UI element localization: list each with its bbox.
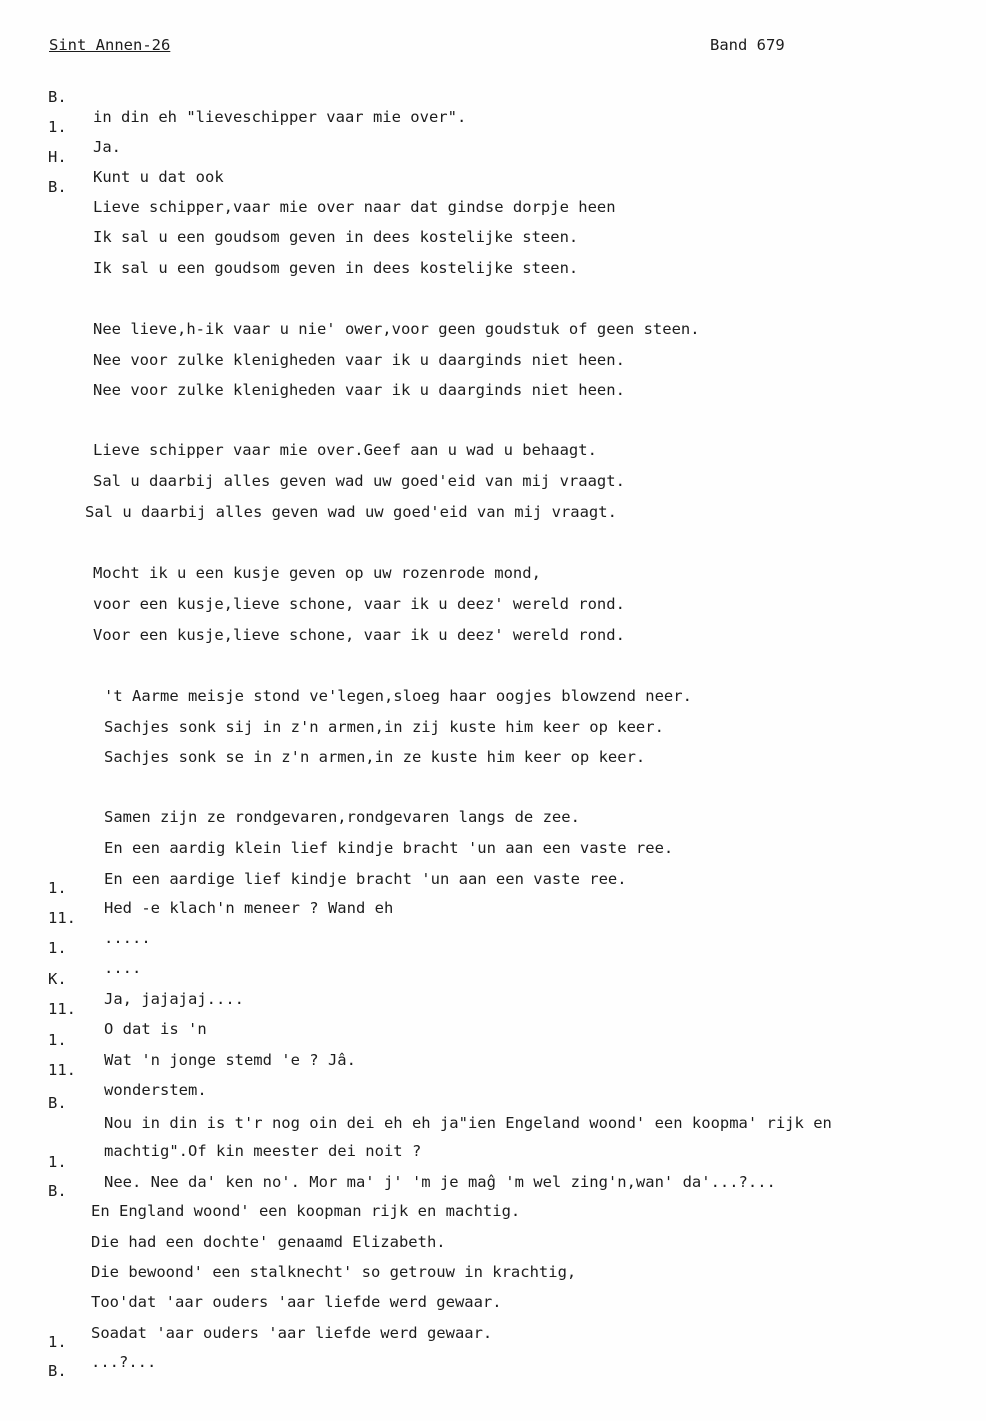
line-text: Lieve schipper vaar mie over.Geef aan u wad u behaagt. — [93, 441, 597, 459]
line-text: Hed -e klach'n meneer ? Wand eh — [104, 899, 394, 917]
line-text: Ja. — [93, 138, 121, 156]
speaker-label: B. — [48, 1362, 67, 1380]
line-text: Nee. Nee da' ken no'. Mor ma' j' 'm je maĝ 'm wel zing'n,wan' da'...?... — [104, 1173, 776, 1191]
line-text: Sachjes sonk sij in z'n armen,in zij kuste him keer op keer. — [104, 718, 664, 736]
line-text: ..... — [104, 929, 151, 947]
line-text: Too'dat 'aar ouders 'aar liefde werd gewaar. — [91, 1293, 502, 1311]
speaker-label: 11. — [48, 1000, 76, 1018]
line-text: Soadat 'aar ouders 'aar liefde werd gewaar. — [91, 1324, 493, 1342]
line-text: Sal u daarbij alles geven wad uw goed'eid van mij vraagt. — [85, 503, 617, 521]
speaker-label: B. — [48, 88, 67, 106]
transcript-line — [0, 1341, 67, 1421]
speaker-label: 1. — [48, 1031, 67, 1049]
line-text: machtig".Of kin meester dei noit ? — [104, 1142, 422, 1160]
line-text: Nee lieve,h-ik vaar u nie' ower,voor geen goudstuk of geen steen. — [93, 320, 700, 338]
speaker-label: 1. — [48, 1153, 67, 1171]
speaker-label: B. — [48, 1094, 67, 1112]
line-text: voor een kusje,lieve schone, vaar ik u deez' wereld rond. — [93, 595, 625, 613]
line-text: Mocht ik u een kusje geven op uw rozenrode mond, — [93, 564, 541, 582]
line-text: Nee voor zulke klenigheden vaar ik u daarginds niet heen. — [93, 351, 625, 369]
line-text: Die had een dochte' genaamd Elizabeth. — [91, 1233, 446, 1251]
line-text: O dat is 'n — [104, 1020, 207, 1038]
speaker-label: 1. — [48, 879, 67, 897]
line-text: Lieve schipper,vaar mie over naar dat gindse dorpje heen — [93, 198, 616, 216]
line-text: En een aardige lief kindje bracht 'un aan een vaste ree. — [104, 870, 627, 888]
line-text: Ik sal u een goudsom geven in dees kostelijke steen. — [93, 228, 579, 246]
line-text: wonderstem. — [104, 1081, 207, 1099]
line-text: Samen zijn ze rondgevaren,rondgevaren langs de zee. — [104, 808, 580, 826]
line-text: En England woond' een koopman rijk en machtig. — [91, 1202, 521, 1220]
line-text: Ja, jajajaj.... — [104, 990, 244, 1008]
speaker-label: 11. — [48, 909, 76, 927]
band-number: Band 679 — [710, 36, 785, 54]
line-text: ...?... — [91, 1353, 157, 1371]
line-text: Sal u daarbij alles geven wad uw goed'eid van mij vraagt. — [93, 472, 625, 490]
line-text: 't Aarme meisje stond ve'legen,sloeg haar oogjes blowzend neer. — [104, 687, 692, 705]
speaker-label: 1. — [48, 939, 67, 957]
speaker-label: B. — [48, 1182, 67, 1200]
line-text: Die bewoond' een stalknecht' so getrouw in krachtig, — [91, 1263, 577, 1281]
line-text: Voor een kusje,lieve schone, vaar ik u deez' wereld rond. — [93, 626, 625, 644]
speaker-label: H. — [48, 148, 67, 166]
speaker-label: 1. — [48, 118, 67, 136]
line-text: Wat 'n jonge stemd 'e ? Jâ. — [104, 1051, 356, 1069]
speaker-label: B. — [48, 178, 67, 196]
line-text: Nou in din is t'r nog oin dei eh eh ja"ien Engeland woond' een koopma' rijk en — [104, 1114, 832, 1132]
line-text: in din eh "lieveschipper vaar mie over". — [93, 108, 467, 126]
line-text: En een aardig klein lief kindje bracht 'un aan een vaste ree. — [104, 839, 674, 857]
line-text: Sachjes sonk se in z'n armen,in ze kuste him keer op keer. — [104, 748, 646, 766]
speaker-label: 1. — [48, 1333, 67, 1351]
line-text: Kunt u dat ook — [93, 168, 224, 186]
page-title: Sint Annen-26 — [49, 36, 171, 54]
line-text: Ik sal u een goudsom geven in dees kostelijke steen. — [93, 259, 579, 277]
speaker-label: K. — [48, 970, 67, 988]
line-text: .... — [104, 959, 142, 977]
speaker-label: 11. — [48, 1061, 76, 1079]
line-text: Nee voor zulke klenigheden vaar ik u daarginds niet heen. — [93, 381, 625, 399]
